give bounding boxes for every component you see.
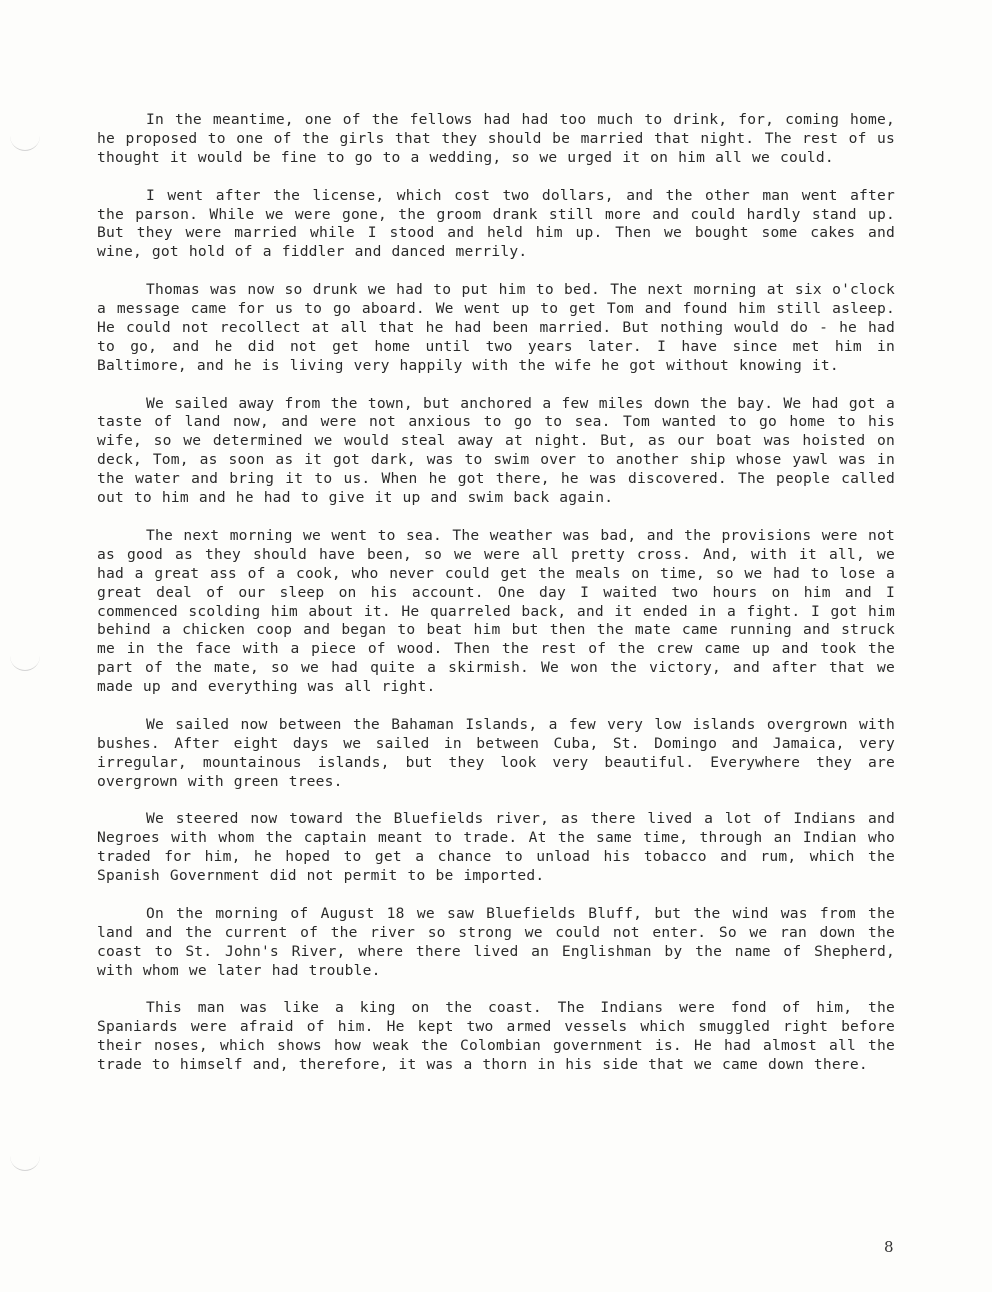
punch-hole-mark	[10, 128, 40, 151]
body-text	[97, 111, 895, 1075]
paragraph: On the morning of August 18 we saw Bluefields Bluff, but the wind was from the land and the current of the river so strong we could not enter. So we ran down the coast to St. John's River, where there lived an Englishman by the name of Shepherd, with whom we later had trouble.	[97, 904, 895, 979]
paragraph: Thomas was now so drunk we had to put him to bed. The next morning at six o'clock a message came for us to go aboard. We went up to get Tom and found him still asleep. He could not recollect at all that he had been married. But nothing would do - he had to go, and he did not get home until two years later. I have since met him in Baltimore, and he is living very happily with the wife he got without knowing it.	[97, 281, 895, 374]
punch-hole-mark	[10, 648, 40, 671]
paragraph: We sailed now between the Bahaman Islands, a few very low islands overgrown with bushes. After eight days we sailed in between Cuba, St. Domingo and Jamaica, very irregular, mountainous islands, but they look very beautiful. Everywhere they are overgrown with green trees.	[97, 715, 895, 790]
paragraph: I went after the license, which cost two dollars, and the other man went after the parson. While we were gone, the groom drank still more and could hardly stand up. But they were married while I stood and held him up. Then we bought some cakes and wine, got hold of a fiddler and danced merrily.	[97, 186, 895, 261]
paragraph: We sailed away from the town, but anchored a few miles down the bay. We had got a taste of land now, and were not anxious to go to sea. Tom wanted to go home to his wife, so we determined we would steal away at night. But, as our boat was hoisted on deck, Tom, as soon as it got dark, was to swim over to another ship whose yawl was in the water and bring it to us. When he got there, he was discovered. The people called out to him and he had to give it up and swim back again.	[97, 394, 895, 507]
page-number: 8	[884, 1238, 894, 1256]
paragraph: The next morning we went to sea. The weather was bad, and the provisions were not as good as they should have been, so we were all pretty cross. And, with it all, we had a great ass of a cook, who never could get the meals on time, so we had to lose a great deal of our sleep on his account. One day I waited two hours on him and I commenced scolding him about it. He quarreled back, and it ended in a fight. I got him behind a chicken coop and began to beat him but then the mate came running and struck me in the face with a piece of wood. Then the rest of the crew came up and took the part of the mate, so we had quite a skirmish. We won the victory, and after that we made up and everything was all right.	[97, 526, 895, 696]
paragraph: We steered now toward the Bluefields river, as there lived a lot of Indians and Negroes with whom the captain meant to trade. At the same time, through an Indian who traded for him, he hoped to get a chance to unload his tobacco and rum, which the Spanish Government did not permit to be imported.	[97, 810, 895, 885]
paragraph: In the meantime, one of the fellows had had too much to drink, for, coming home, he proposed to one of the girls that they should be married that night. The rest of us thought it would be fine to go to a wedding, so we urged it on him all we could.	[97, 111, 895, 166]
punch-hole-mark	[10, 1148, 40, 1171]
paragraph: This man was like a king on the coast. The Indians were fond of him, the Spaniards were afraid of him. He kept two armed vessels which smuggled right before their noses, which shows how weak the Colombian government is. He had almost all the trade to himself and, therefore, it was a thorn in his side that we came down there.	[97, 999, 895, 1074]
